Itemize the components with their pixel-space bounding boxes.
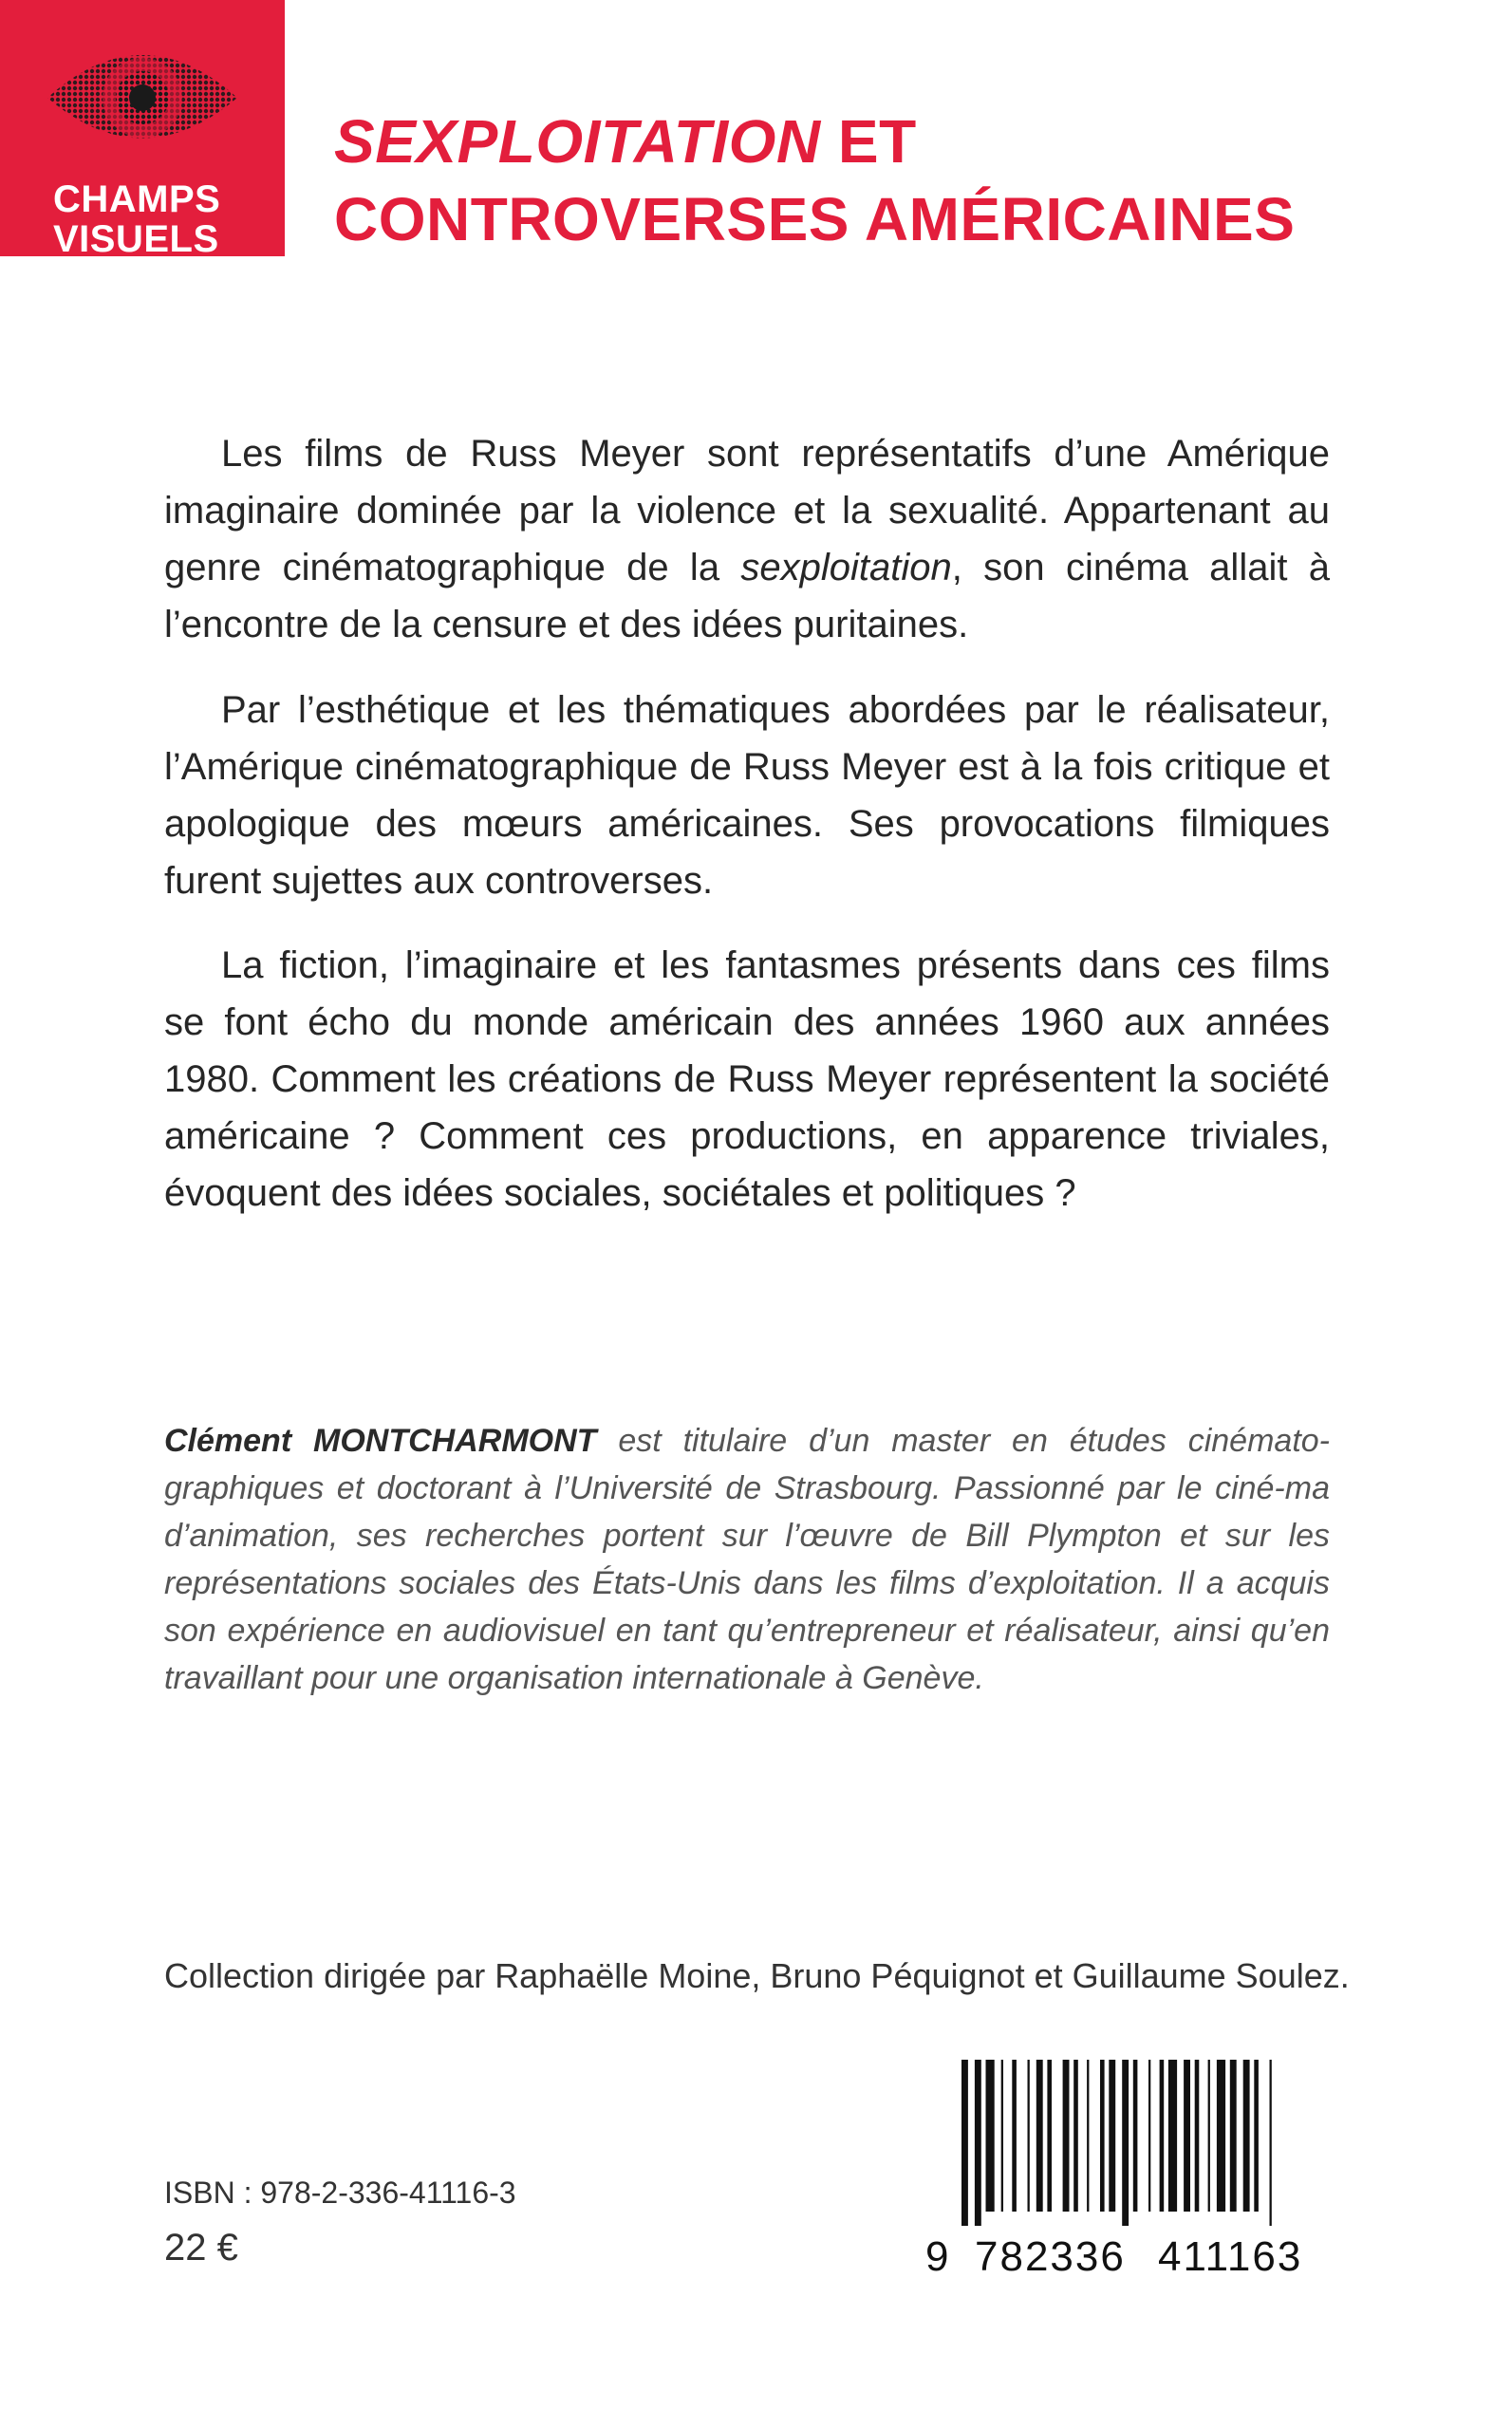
barcode-bar bbox=[1087, 2060, 1089, 2212]
author-bio bbox=[164, 1417, 1330, 1702]
collection-directors: Collection dirigée par Raphaëlle Moine, Bruno Péquignot et Guillaume Soulez. bbox=[164, 1956, 1350, 1995]
barcode-bar bbox=[1254, 2060, 1259, 2212]
barcode-bar bbox=[1184, 2060, 1190, 2212]
barcode-bar bbox=[1028, 2060, 1030, 2212]
logo-text-champs: CHAMPS bbox=[53, 178, 221, 220]
author-bio-text: est titulaire d’un master en études cinémato-graphiques et doctorant à l’Université de Strasbourg. Passionné par le ciné-ma d’animation, ses recherches portent sur l’œuvre de Bill Plympton et sur les représentations sociales des États-Unis dans les films d’exploitation. Il a acquis son expérience en audiovisuel en tant qu’entrepreneur et réalisateur, ainsi qu’en travaillant pour une organisation internationale à Genève. bbox=[164, 1423, 1330, 1696]
barcode-bar bbox=[1100, 2060, 1105, 2212]
eye-icon bbox=[38, 17, 247, 174]
collection-logo bbox=[0, 0, 285, 256]
isbn: ISBN : 978-2-336-41116-3 bbox=[164, 2176, 516, 2210]
barcode-bar bbox=[1168, 2060, 1177, 2212]
barcode-bar bbox=[1122, 2060, 1129, 2226]
title-line1-rest: ET bbox=[820, 107, 917, 176]
barcode-bar bbox=[1036, 2060, 1043, 2212]
barcode-digits-right: 411163 bbox=[1158, 2233, 1303, 2280]
barcode-bar bbox=[1230, 2060, 1237, 2212]
barcode-bar bbox=[1243, 2060, 1250, 2212]
barcode-bar bbox=[1109, 2060, 1115, 2212]
barcode-bar bbox=[1047, 2060, 1052, 2212]
barcode-bar bbox=[986, 2060, 995, 2212]
barcode-bar bbox=[1133, 2060, 1138, 2212]
barcode-digits-left: 782336 bbox=[975, 2233, 1126, 2280]
barcode-bar bbox=[1270, 2060, 1272, 2226]
barcode-bar bbox=[1063, 2060, 1070, 2212]
title-italic-word: SEXPLOITATION bbox=[334, 107, 821, 176]
book-title bbox=[334, 103, 1295, 258]
p1-text-before: Les films de Russ Meyer sont représentatifs d’une Amérique imaginaire dominée par la violence et la sexualité. Appartenant au genre cinématographique de la bbox=[164, 433, 1330, 588]
barcode-bar bbox=[1148, 2060, 1150, 2212]
barcode-bar bbox=[1195, 2060, 1200, 2212]
barcode-bar bbox=[975, 2060, 981, 2226]
p1-text-after: , son cinéma allait à l’encontre de la censure et des idées puritaines. bbox=[164, 547, 1330, 645]
barcode-bar bbox=[1208, 2060, 1210, 2212]
author-name: Clément MONTCHARMONT bbox=[164, 1423, 597, 1459]
barcode-bar bbox=[1012, 2060, 1017, 2212]
summary-paragraph-1 bbox=[164, 425, 1330, 653]
barcode-digit-first: 9 bbox=[925, 2233, 949, 2280]
barcode-bar bbox=[1073, 2060, 1078, 2212]
barcode-bars bbox=[925, 2060, 1324, 2231]
barcode-bar bbox=[961, 2060, 968, 2226]
title-line2: CONTROVERSES AMÉRICAINES bbox=[334, 185, 1296, 253]
barcode bbox=[925, 2060, 1324, 2278]
price: 22 € bbox=[164, 2227, 238, 2269]
barcode-bar bbox=[1217, 2060, 1225, 2212]
summary-paragraph-2: Par l’esthétique et les thématiques abordées par le réalisateur, l’Amérique cinématographique de Russ Meyer est à la fois critique et apologique des mœurs américaines. Ses provocations filmiques furent sujettes aux controverses. bbox=[164, 689, 1330, 902]
barcode-bar bbox=[1160, 2060, 1165, 2212]
logo-text-visuels: VISUELS bbox=[53, 218, 219, 256]
p1-italic-term: sexploitation bbox=[740, 547, 952, 588]
barcode-bar bbox=[1001, 2060, 1003, 2212]
summary-paragraph-3: La fiction, l’imaginaire et les fantasmes présents dans ces films se font écho du monde américain des années 1960 aux années 1980. Comment les créations de Russ Meyer représentent la société américaine ? Comment ces productions, en apparence triviales, évoquent des idées sociales, sociétales et politiques ? bbox=[164, 944, 1330, 1214]
